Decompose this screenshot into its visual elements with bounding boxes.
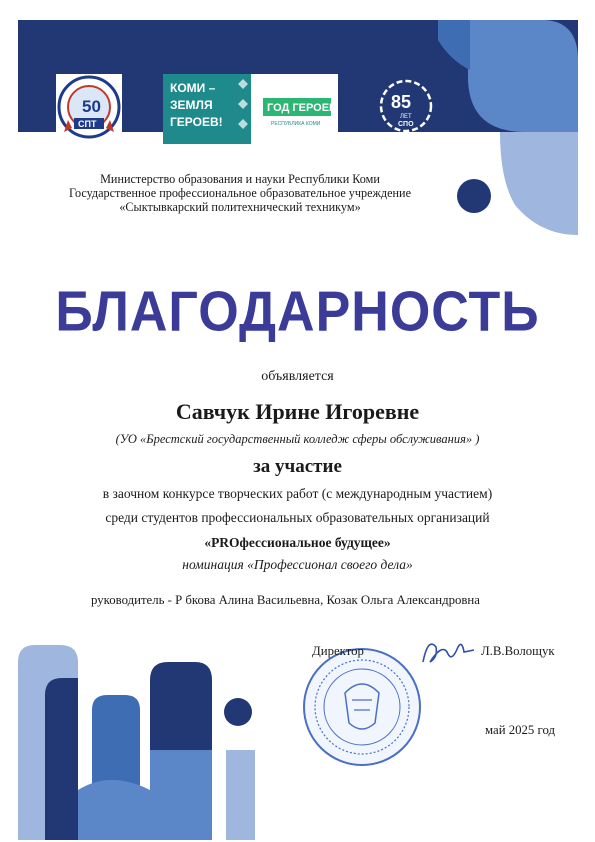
recipient-organization: (УО «Брестский государственный колледж сферы обслуживания» ) bbox=[115, 432, 480, 446]
issuer-block bbox=[20, 172, 460, 214]
issue-date: май 2025 год bbox=[485, 723, 556, 737]
svg-text:ГЕРОЕВ!: ГЕРОЕВ! bbox=[170, 115, 223, 129]
nomination-text: номинация «Профессионал своего дела» bbox=[182, 557, 413, 572]
director-label: Директор bbox=[312, 644, 364, 658]
director-signature bbox=[418, 632, 478, 672]
director-name: Л.В.Волощук bbox=[481, 644, 555, 658]
svg-text:ЗЕМЛЯ: ЗЕМЛЯ bbox=[170, 98, 213, 112]
contest-name: «PROфессиональное будущее» bbox=[204, 535, 391, 550]
heroes-year-title: ГОД ГЕРОЕВ bbox=[267, 102, 337, 114]
heroes-year-sub: РЕСПУБЛИКА КОМИ bbox=[271, 121, 321, 127]
description-line2: среди студентов профессиональных образовательных организаций bbox=[105, 510, 490, 525]
anniversary-line2: СПО bbox=[398, 121, 414, 128]
svg-text:КОМИ –: КОМИ – bbox=[170, 81, 216, 95]
issuer-institution-type: Государственное профессиональное образовательное учреждение bbox=[68, 186, 411, 200]
issuer-ministry: Министерство образования и науки Республики Коми bbox=[100, 172, 380, 186]
anniversary-number: 85 bbox=[391, 92, 412, 112]
official-seal bbox=[300, 645, 425, 770]
footer-decoration bbox=[0, 600, 300, 842]
issuer-institution-name: «Сыктывкарский политехнический техникум» bbox=[119, 200, 361, 214]
supervisor-text: руководитель - Р бкова Алина Васильевна, Козак Ольга Александровна bbox=[91, 593, 480, 607]
college-logo-number: 50 bbox=[82, 97, 101, 116]
recipient-name: Савчук Ирине Игоревне bbox=[175, 399, 420, 424]
participation-heading: за участие bbox=[253, 456, 342, 477]
heroes-year-badge bbox=[163, 74, 338, 144]
announced-text: объявляется bbox=[261, 369, 334, 384]
certificate-title: БЛАГОДАРНОСТЬ bbox=[55, 280, 540, 344]
anniversary-badge bbox=[378, 78, 434, 134]
college-logo-abbr: СПТ bbox=[78, 119, 97, 129]
college-logo bbox=[56, 74, 122, 140]
description-line1: в заочном конкурсе творческих работ (с международным участием) bbox=[102, 486, 493, 501]
anniversary-line1: ЛЕТ bbox=[400, 114, 412, 120]
